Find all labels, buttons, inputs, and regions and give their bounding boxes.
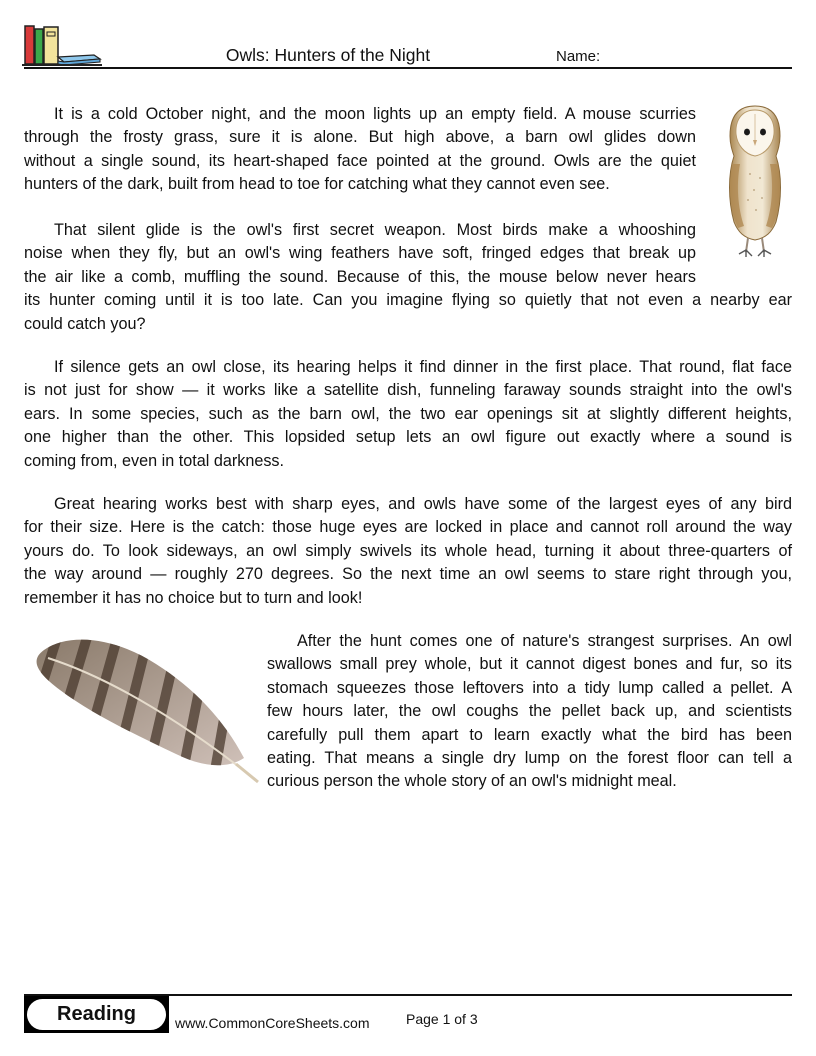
owl-feather-image <box>30 628 262 788</box>
paragraph-2-line-1: That silent glide is the owl's first secret weapon. Most birds make a whooshing <box>54 221 696 239</box>
paragraph-1 <box>24 103 696 197</box>
paragraph-5-line-1: After the hunt comes one of nature's strangest surprises. An owl <box>297 632 792 650</box>
paragraph-4-line-1: Great hearing works best with sharp eyes, and owls have some of the largest eyes of any bird <box>54 495 792 513</box>
paragraph-3-line-5: coming from, even in total darkness. <box>24 451 285 470</box>
paragraph-3-line-3: ears. In some species, such as the barn owl, the two ear openings sit at slightly different heights, <box>24 404 792 423</box>
paragraph-1-line-3: without a single sound, its heart-shaped face pointed at the ground. Owls are the quiet <box>24 151 696 170</box>
subject-badge <box>24 996 169 1033</box>
paragraph-1-line-4: hunters of the dark, built from head to toe for catching what they cannot even see. <box>24 175 610 194</box>
paragraph-5 <box>267 630 792 794</box>
paragraph-5-line-4: few hours later, the owl coughs the pellet back up, and scientists <box>267 702 792 721</box>
paragraph-4 <box>24 493 792 610</box>
paragraph-3 <box>24 356 792 473</box>
paragraph-1-line-2: through the frosty grass, sure it is alone. But high above, a barn owl glides down <box>24 128 696 147</box>
paragraph-5-line-6: eating. That means a single dry lump on the forest floor can tell a <box>267 749 792 768</box>
name-label: Name: <box>556 48 601 65</box>
paragraph-4-line-3: yours do. To look sideways, an owl simply swivels its whole head, turning it about three-quarters of <box>24 541 792 560</box>
paragraph-3-line-1: If silence gets an owl close, its hearing helps it find dinner in the first place. That round, flat face <box>54 358 792 376</box>
paragraph-2-line-5: could catch you? <box>24 314 146 333</box>
paragraph-5-line-5: carefully pull them apart to learn exactly what the bird has been <box>267 725 792 744</box>
paragraph-5-line-2: swallows small prey whole, but it cannot digest bones and fur, so its <box>267 655 792 674</box>
paragraph-2-line-2: noise when they fly, but an owl's wing feathers have soft, fringed edges that break up <box>24 244 696 263</box>
paragraph-5-line-7: curious person the whole story of an owl's midnight meal. <box>267 772 677 791</box>
page-number: Page 1 of 3 <box>406 1011 478 1027</box>
paragraph-4-line-4: the way around — roughly 270 degrees. So the next time an owl seems to stare right through you, <box>24 565 792 584</box>
paragraph-4-line-5: remember it has no choice but to turn and look! <box>24 588 363 607</box>
paragraph-5-line-3: stomach squeezes those leftovers into a tidy lump called a pellet. A <box>267 678 792 697</box>
paragraph-3-line-4: one higher than the other. This lopsided setup lets an owl figure out exactly where a sound is <box>24 428 792 447</box>
paragraph-1-line-1: It is a cold October night, and the moon lights up an empty field. A mouse scurries <box>54 105 696 123</box>
subject-badge-label: Reading <box>27 999 166 1030</box>
website-link[interactable]: www.CommonCoreSheets.com <box>175 1015 370 1031</box>
paragraph-2-line-4: its hunter coming until it is too late. Can you imagine flying so quietly that not even a nearby ear <box>24 291 792 310</box>
paragraph-3-line-2: is not just for show — it works like a satellite dish, funneling faraway sounds straight into the owl's <box>24 381 792 400</box>
paragraph-2 <box>24 219 792 336</box>
worksheet-title: Owls: Hunters of the Night <box>225 45 431 65</box>
paragraph-4-line-2: for their size. Here is the catch: those huge eyes are locked in place and cannot roll around the way <box>24 518 792 537</box>
header-divider <box>24 67 792 69</box>
paragraph-2-line-3: the air like a comb, muffling the sound. Because of this, the mouse below never hears <box>24 267 696 286</box>
